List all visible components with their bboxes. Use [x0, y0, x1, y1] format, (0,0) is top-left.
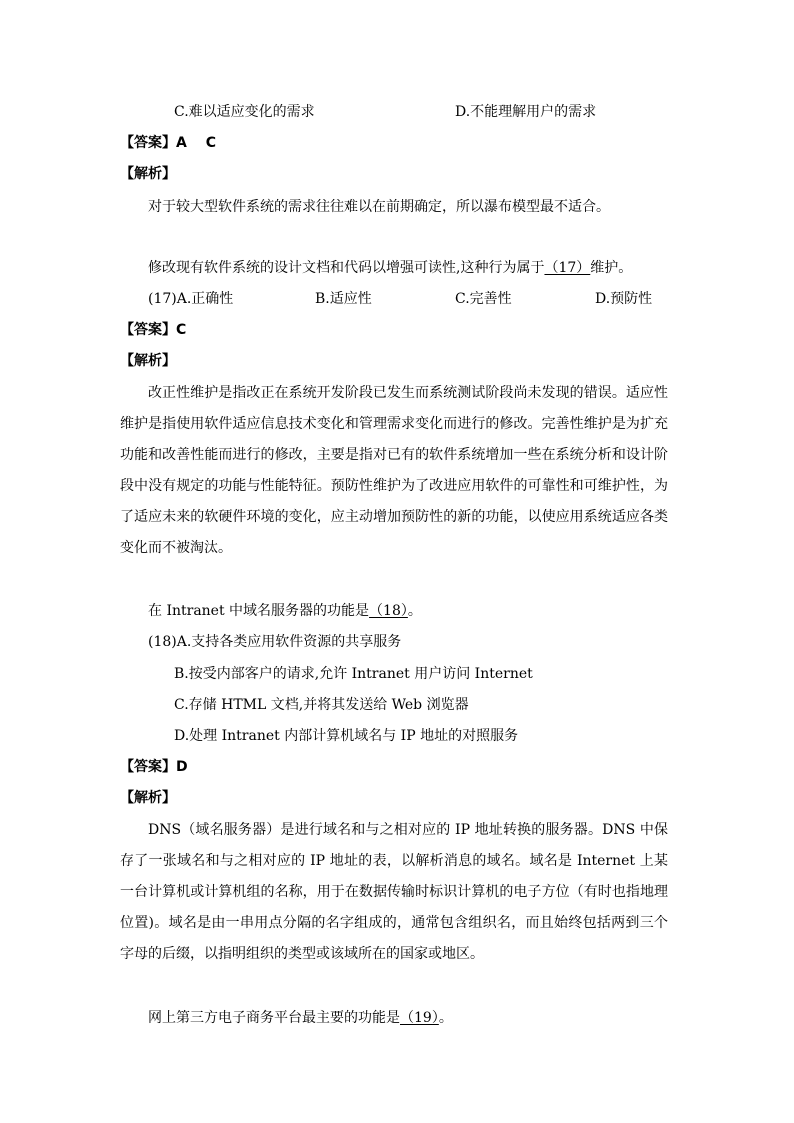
answer-value: A C [176, 135, 216, 151]
answer-label: 【答案】 [120, 322, 176, 338]
analysis-label: 【解析】 [120, 166, 176, 182]
answer-row [120, 320, 186, 340]
analysis-label: 【解析】 [120, 790, 176, 806]
question-blank: （18） [369, 603, 408, 619]
option-a: (17)A.正确性 [148, 291, 234, 307]
option-c: C.难以适应变化的需求 [174, 104, 315, 120]
question-stem-end: 维护。 [590, 260, 633, 276]
question-stem-text: 修改现有软件系统的设计文档和代码以增强可读性,这种行为属于 [148, 260, 545, 276]
analysis-text: 改正性维护是指改正在系统开发阶段已发生而系统测试阶段尚未发现的错误。适应性维护是指使用软件适应信息技术变化和管理需求变化而进行的修改。完善性维护是为扩充功能和改善性能而进行的修改，主要是指对已有的软件系统增加一些在系统分析和设计阶段中没有规定的功能与性能特征。预防性维护为了改进应用软件的可靠性和可维护性，为了适应未来的软硬件环境的变化，应主动增加预防性的新的功能，以使应用系统适应各类变化而不被淘汰。 [120, 385, 668, 556]
answer-label: 【答案】 [120, 135, 176, 151]
answer-value: C [176, 322, 187, 338]
question-stem-end: 。 [438, 1010, 453, 1026]
question-stem-text: 网上第三方电子商务平台最主要的功能是 [148, 1010, 400, 1026]
option-d: D.处理 Intranet 内部计算机域名与 IP 地址的对照服务 [174, 728, 519, 744]
question-blank: （17） [544, 260, 591, 276]
option-d: D.预防性 [595, 291, 653, 307]
analysis-text: DNS（域名服务器）是进行域名和与之相对应的 IP 地址转换的服务器。DNS 中保存了一张域名和与之相对应的 IP 地址的表，以解析消息的域名。域名是 Internet 上某一台计算机或计算机组的名称，用于在数据传输时标识计算机的电子方位（有时也指地理位置)。域名是由一串用点分隔的名字组成的，通常包含组织名，而且始终包括两到三个字母的后缀，以指明组织的类型或该域所在的国家或地区。 [120, 822, 668, 962]
answer-label: 【答案】 [120, 759, 176, 775]
question-stem [148, 1008, 453, 1028]
question-stem-end: 。 [407, 603, 422, 619]
question-stem [148, 601, 422, 621]
analysis-text: 对于较大型软件系统的需求往往难以在前期确定，所以瀑布模型最不适合。 [148, 199, 610, 215]
option-b: B.适应性 [315, 291, 372, 307]
answer-row [120, 133, 216, 153]
question-stem [148, 258, 632, 278]
option-c: C.存储 HTML 文档,并将其发送给 Web 浏览器 [174, 697, 469, 713]
option-d: D.不能理解用户的需求 [455, 104, 597, 120]
analysis-label: 【解析】 [120, 353, 176, 369]
option-b: B.按受内部客户的请求,允许 Intranet 用户访问 Internet [174, 666, 533, 682]
question-blank: （19） [400, 1010, 439, 1026]
answer-row [120, 757, 188, 777]
option-c: C.完善性 [455, 291, 512, 307]
answer-value: D [176, 759, 188, 775]
option-a: (18)A.支持各类应用软件资源的共享服务 [148, 634, 402, 650]
question-stem-text: 在 Intranet 中域名服务器的功能是 [148, 603, 370, 619]
